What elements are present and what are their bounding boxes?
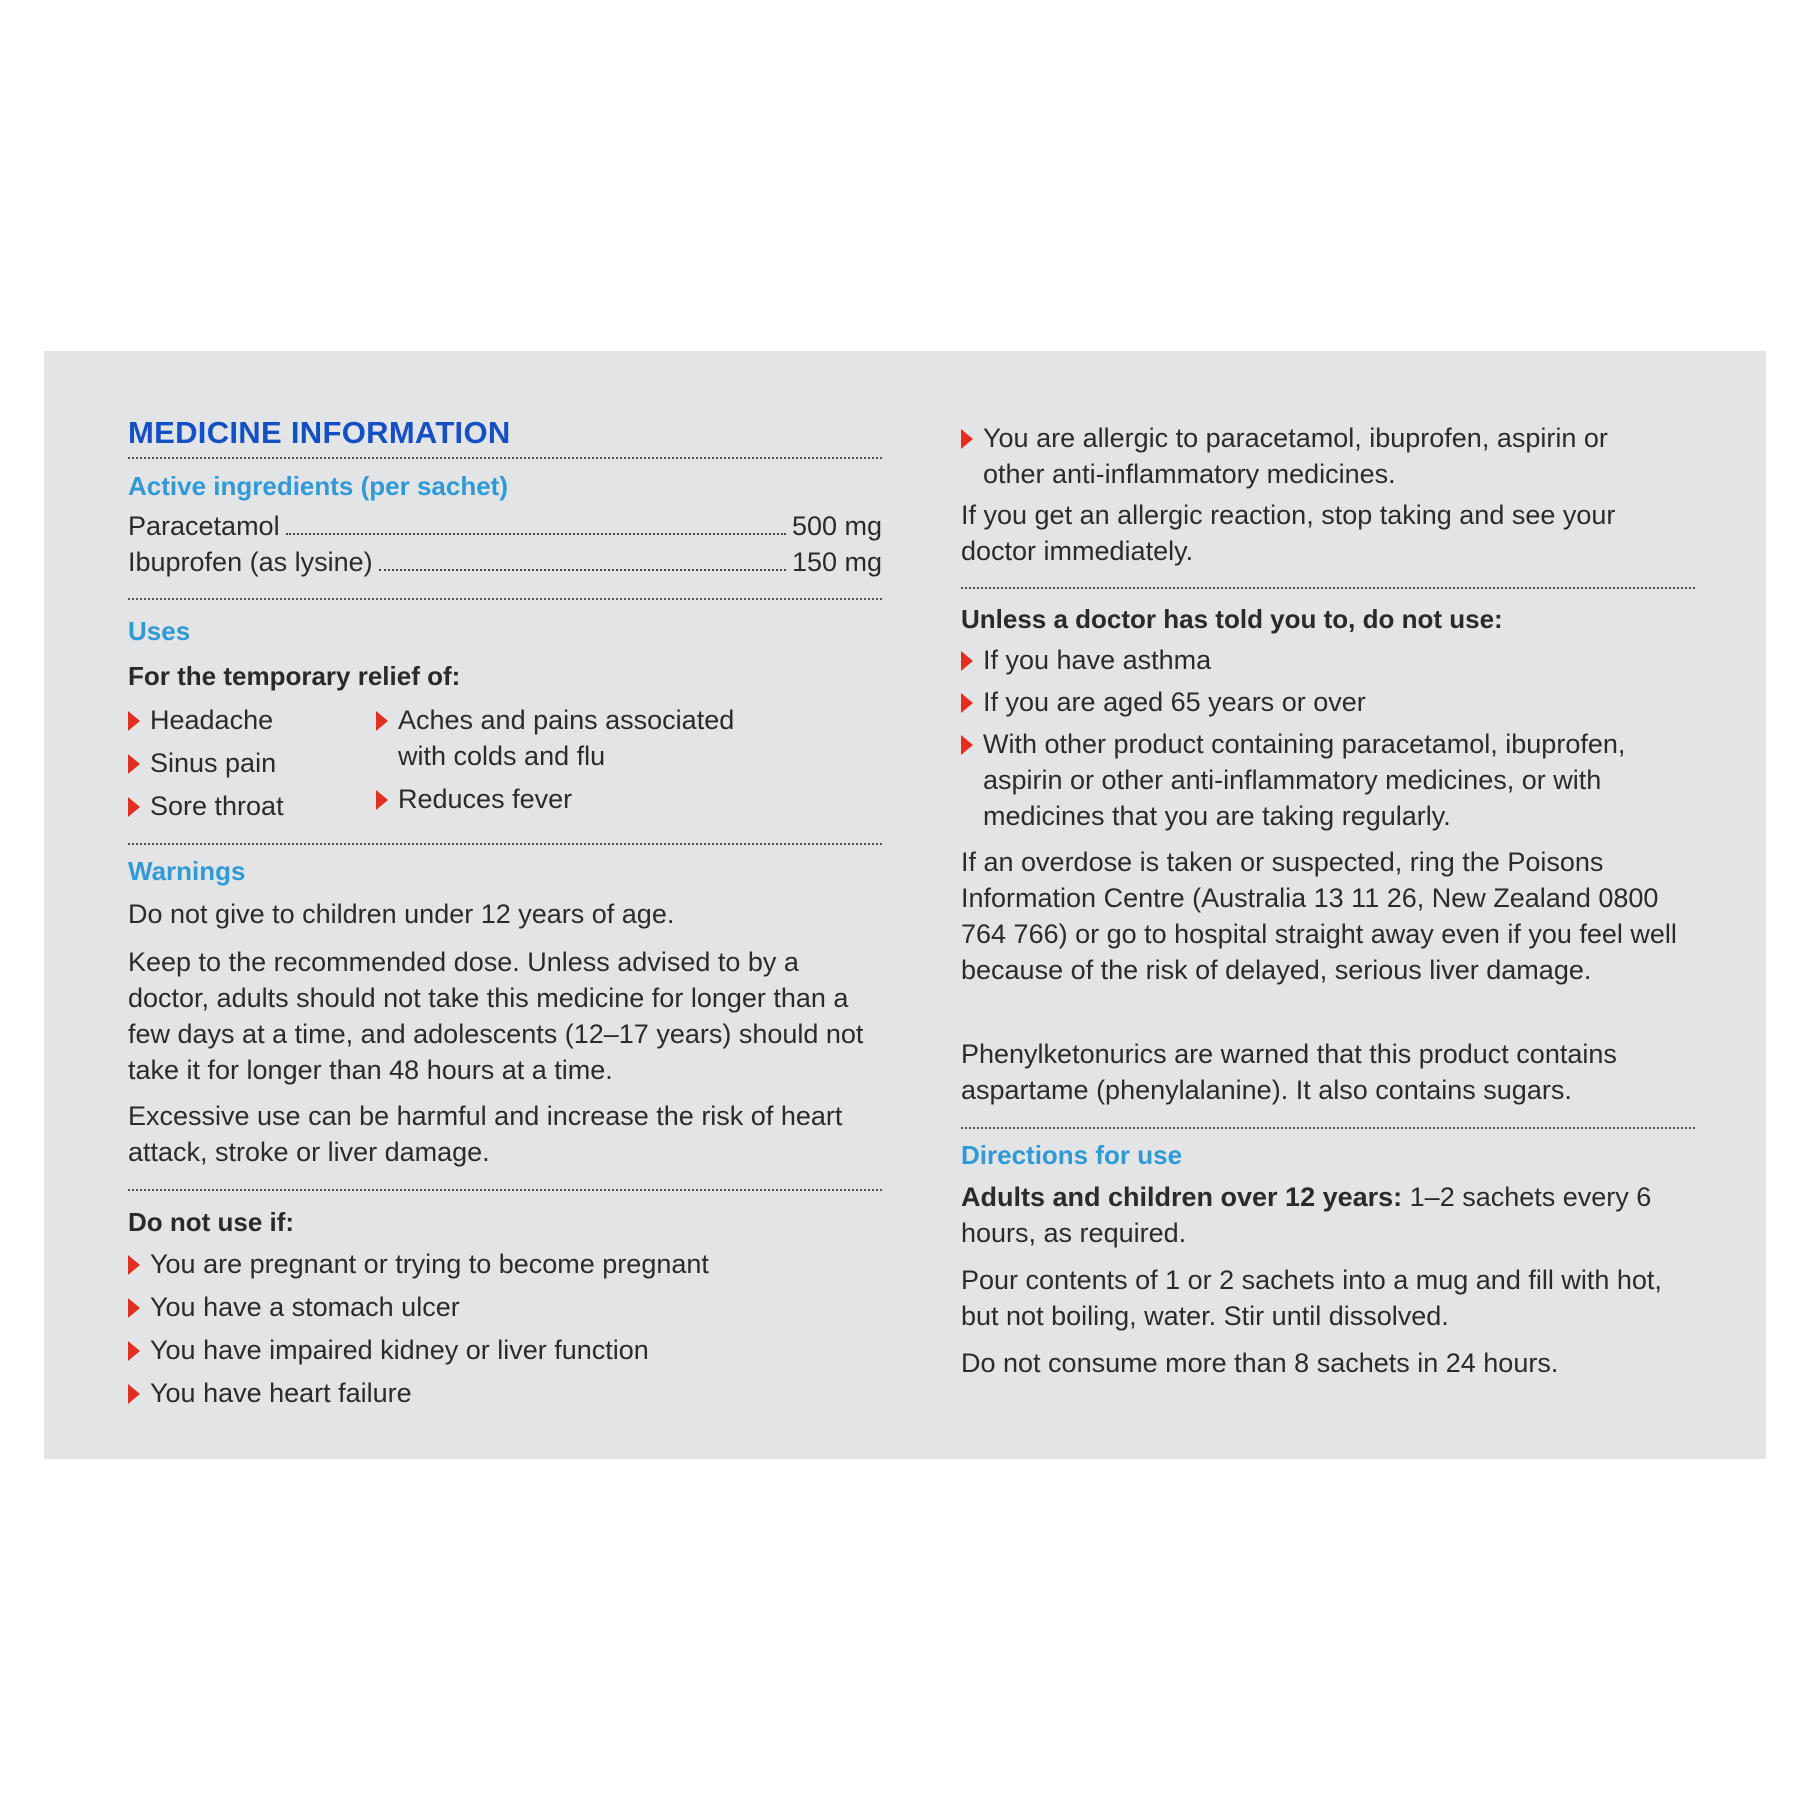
uses-subheading: For the temporary relief of:: [128, 661, 461, 691]
bullet-arrow-icon: [961, 429, 973, 449]
bullet-arrow-icon: [128, 1298, 140, 1318]
list-item: Aches and pains associated with colds and flu: [376, 702, 766, 774]
uses-heading: Uses: [128, 616, 191, 646]
ingredient-row: [128, 544, 882, 580]
divider: [961, 587, 1695, 589]
bullet-arrow-icon: [376, 790, 388, 810]
list-item: Sore throat: [128, 788, 358, 824]
uses-list-col2: [376, 702, 766, 817]
bullet-arrow-icon: [961, 693, 973, 713]
unless-doctor-list: [961, 642, 1695, 834]
directions-adults: Adults and children over 12 years: 1–2 sachets every 6 hours, as required.: [961, 1182, 1652, 1248]
warnings-paragraph: Keep to the recommended dose. Unless advised to by a doctor, adults should not take this medicine for longer than a few days at a time, and adolescents (12–17 years) should not take it for longer than 48 hours at a time.: [128, 947, 864, 1085]
bullet-arrow-icon: [128, 1255, 140, 1275]
list-item: Sinus pain: [128, 745, 358, 781]
divider: [128, 843, 882, 845]
ingredient-row: [128, 508, 882, 544]
list-item: You are allergic to paracetamol, ibuprofen, aspirin or other anti-inflammatory medicines.: [961, 420, 1661, 492]
list-item: You are pregnant or trying to become pregnant: [128, 1246, 882, 1282]
directions-heading: Directions for use: [961, 1140, 1183, 1170]
ingredient-amount: 150 mg: [791, 547, 882, 577]
list-item: If you have asthma: [961, 642, 1695, 678]
allergy-bullet: [961, 420, 1661, 492]
bullet-arrow-icon: [128, 711, 140, 731]
dot-leader: [286, 533, 786, 535]
medicine-information-title: MEDICINE INFORMATION: [128, 415, 511, 450]
directions-paragraph: Do not consume more than 8 sachets in 24 hours.: [961, 1348, 1559, 1378]
list-item: You have heart failure: [128, 1375, 882, 1411]
bullet-arrow-icon: [128, 1341, 140, 1361]
divider: [128, 1189, 882, 1191]
unless-doctor-heading: Unless a doctor has told you to, do not use:: [961, 604, 1503, 634]
list-item: Reduces fever: [376, 781, 766, 817]
list-item: Headache: [128, 702, 358, 738]
bullet-arrow-icon: [128, 797, 140, 817]
ingredients-list: [128, 508, 882, 580]
warnings-paragraph: Excessive use can be harmful and increase the risk of heart attack, stroke or liver damage.: [128, 1101, 843, 1167]
bullet-arrow-icon: [128, 754, 140, 774]
phenylketonurics-paragraph: Phenylketonurics are warned that this product contains aspartame (phenylalanine). It also contains sugars.: [961, 1039, 1617, 1105]
divider: [961, 1127, 1695, 1129]
list-item: With other product containing paracetamol, ibuprofen, aspirin or other anti-inflammatory medicines, or with medicines that you are taking regularly.: [961, 726, 1695, 834]
bullet-arrow-icon: [961, 651, 973, 671]
active-ingredients-heading: Active ingredients (per sachet): [128, 471, 508, 501]
medicine-information-panel: [44, 351, 1766, 1459]
warnings-heading: Warnings: [128, 856, 246, 886]
divider: [128, 457, 882, 459]
allergy-paragraph: If you get an allergic reaction, stop taking and see your doctor immediately.: [961, 500, 1616, 566]
dot-leader: [379, 569, 786, 571]
list-item: You have impaired kidney or liver function: [128, 1332, 882, 1368]
uses-list-col1: [128, 702, 358, 824]
bullet-arrow-icon: [961, 735, 973, 755]
ingredient-name: Paracetamol: [128, 511, 280, 541]
overdose-paragraph: If an overdose is taken or suspected, ring the Poisons Information Centre (Australia 13 11 26, New Zealand 0800 764 766) or go to hospital straight away even if you feel well because of the risk of delayed, serious liver damage.: [961, 847, 1677, 985]
bullet-arrow-icon: [376, 711, 388, 731]
bullet-arrow-icon: [128, 1384, 140, 1404]
ingredient-name: Ibuprofen (as lysine): [128, 547, 373, 577]
do-not-use-heading: Do not use if:: [128, 1207, 295, 1237]
list-item: If you are aged 65 years or over: [961, 684, 1695, 720]
list-item: You have a stomach ulcer: [128, 1289, 882, 1325]
ingredient-amount: 500 mg: [791, 511, 882, 541]
do-not-use-list: [128, 1246, 882, 1411]
warnings-paragraph: Do not give to children under 12 years of age.: [128, 899, 675, 929]
divider: [128, 598, 882, 600]
directions-paragraph: Pour contents of 1 or 2 sachets into a mug and fill with hot, but not boiling, water. Stir until dissolved.: [961, 1265, 1662, 1331]
